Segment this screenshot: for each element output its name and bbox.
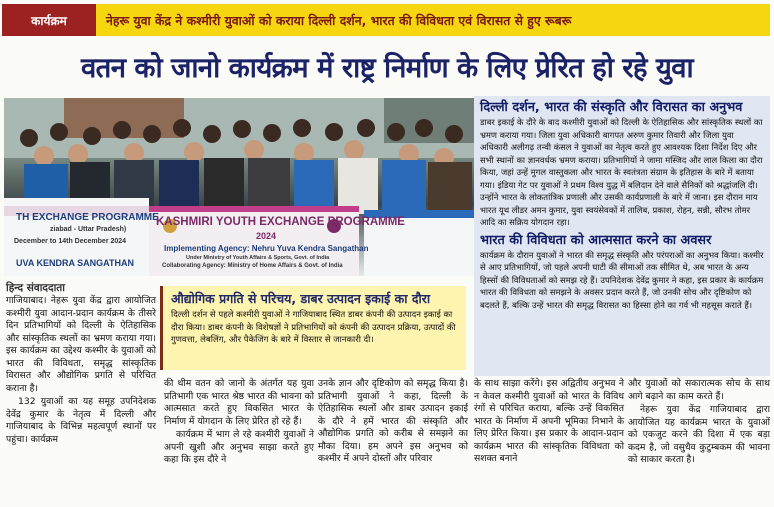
kicker-text: नेहरू युवा केंद्र ने कश्मीरी युवाओं को कराया दिल्ली दर्शन, भारत की विविधता एवं विरासत से हुए रूबरू [106,12,572,28]
article-paragraph: 132 युवाओं का यह समूह उपनिदेशक देवेंद्र कुमार के नेतृत्व में दिल्ली और गाजियाबाद के विभिन्न महत्वपूर्ण स्थानों पर पहुंचा। कार्यक्रम [6,396,156,445]
banner-center-collab: Collaborating Agency: Ministry of Home Affairs & Govt. of India [162,263,343,269]
article-column-2 [164,378,314,468]
page-headline: वतन को जानो कार्यक्रम में राष्ट्र निर्माण के लिए प्रेरित हो रहे युवा [80,51,694,84]
byline: हिन्द संवाददाता [6,282,66,294]
kicker-bar [2,4,770,36]
banner-left-dates: December to 14th December 2024 [14,238,127,245]
article-paragraph: नेहरू युवा केंद्र गाजियाबाद द्वारा आयोजित यह कार्यक्रम भारत के युवाओं को एकजुट करने की दिशा में एक बड़ा कदम है, जो वसुधैव कुटुम्बकम की भावना को साकार करता है। [628,404,770,465]
article-column-4 [474,378,624,467]
section-tag: कार्यक्रम [2,4,96,36]
article-column-1 [6,295,156,447]
article-paragraph: कार्यक्रम में भाग ले रहे कश्मीरी युवाओं ने अपनी खुशी और अनुभव साझा करते हुए कहा कि इस दौरे ने [164,429,314,465]
highlight-box-title: औद्योगिक प्रगति से परिचय, डाबर उत्पादन इकाई का दौरा [171,291,431,306]
article-paragraph: की थीम वतन को जानो के अंतर्गत यह युवा प्रतिभागी एक भारत श्रेष्ठ भारत की भावना को आत्मसात करते हुए विकसित भारत के निर्माण में योगदान के लिए प्रेरित हो रहे हैं। [164,378,314,427]
article-paragraph: और युवाओं को सकारात्मक सोच के साथ आगे बढ़ाने का काम करते हैं। [628,378,770,402]
side-section-2-title: भारत की विविधता को आत्मसात करने का अवसर [480,232,712,248]
side-section-1-title: दिल्ली दर्शन, भारत की संस्कृति और विरासत का अनुभव [480,100,743,115]
article-paragraph: के साथ साझा करेंगे। इस अद्वितीय अनुभव ने न केवल कश्मीरी युवाओं को भारत के विविध रंगों से परिचित कराया, बल्कि उन्हें विकसित भारत के निर्माण में अपनी भूमिका निभाने के लिए प्रेरित किया। इस प्रकार के आदान-प्रदान कार्यक्रम भारत की सांस्कृतिक विविधता को सशक्त बनाने [474,378,624,464]
banner-left-title: TH EXCHANGE PROGRAMME [16,212,159,223]
news-photo [4,98,474,276]
side-section-2-body: कार्यक्रम के दौरान युवाओं ने भारत की समृद्ध संस्कृति और परंपराओं का अनुभव किया। कश्मीर से आए प्रतिभागियों, जो पहले अपनी घाटी की सीमाओं तक सीमित थे, अब भारत के अन्य हिस्सों की विविधताओं को समझ रहे हैं। उपनिदेशक देवेंद्र कुमार ने कहा, इस प्रकार के कार्यक्रम भारत की विविधता को समझने के अवसर प्रदान करते हैं, जो उनकी सोच और दृष्टिकोण को बदलते हैं, बल्कि उन्हें भारत की समृद्ध विरासत का हिस्सा होने का गर्व भी महसूस कराते हैं। [480,249,764,310]
banner-center-year: 2024 [256,231,277,241]
article-paragraph: उनके ज्ञान और दृष्टिकोण को समृद्ध किया है। प्रतिभागी युवाओं ने कहा, दिल्ली के ऐतिहासिक स्थलों और डाबर उत्पादन इकाई के दौरे ने हमें भारत की संस्कृति और औद्योगिक प्रगति को करीब से समझने का मौका दिया। हम अपने इस अनुभव को कश्मीर में अपने दोस्तों और परिवार [318,378,468,464]
highlight-box-body: दिल्ली दर्शन से पहले कश्मीरी युवाओं ने गाजियाबाद स्थित डाबर कंपनी की उत्पादन इकाई का दौरा किया। डाबर कंपनी के विशेषज्ञों ने प्रतिभागियों को कंपनी की उत्पादन प्रक्रिया, उत्पादों की गुणवत्ता, लेबलिंग, और पैकेजिंग के बारे में विस्तार से जानकारी दी। [171,310,456,346]
banner-center-agency: Implementing Agency: Nehru Yuva Kendra Sangathan [164,244,369,253]
highlight-box [160,286,466,370]
side-panel [474,96,770,376]
banner-center-title: KASHMIRI YOUTH EXCHANGE PROGRAMME [156,216,405,228]
banner-center-sub: Under Ministry of Youth Affairs & Sports, Govt. of India [186,255,330,261]
article-column-3 [318,378,468,467]
article-paragraph: गाजियाबाद। नेहरू युवा केंद्र द्वारा आयोजित कश्मीरी युवा आदान-प्रदान कार्यक्रम के तीसरे दिन प्रतिभागियों को दिल्ली के ऐतिहासिक और सांस्कृतिक स्थलों का भ्रमण कराया गया। इस कार्यक्रम का उद्देश्य कश्मीर के युवाओं को भारत की विविधता, समृद्ध सांस्कृतिक विरासत और औद्योगिक प्रगति से परिचित कराना है। [6,295,156,394]
banner-left-subtitle: ziabad - Uttar Pradesh) [50,226,127,233]
banner-left-org: UVA KENDRA SANGATHAN [16,258,134,268]
side-section-1-body: डाबर इकाई के दौरे के बाद कश्मीरी युवाओं को दिल्ली के ऐतिहासिक और सांस्कृतिक स्थलों का भ्रमण कराया गया। जिला युवा अधिकारी बागपत अरुण कुमार तिवारी और जिला युवा अधिकारी अलीगढ़ तन्वी कंसल ने युवाओं का नेतृत्व करते हुए आवश्यक दिशा निर्देश दिए और सभी स्थानों का ज्ञानवर्धक भ्रमण कराया। प्रतिभागियों ने जामा मस्जिद और लाल किला का दौरा किया, जहां उन्हें मुगल वास्तुकला और भारत के स्वतंत्रता संग्राम के इतिहास के बारे में बताया गया। इंडिया गेट पर युवाओं ने प्रथम विश्व युद्ध में बलिदान देने वाले सैनिकों को श्रद्धांजलि दी। उन्होंने भारत के लोकतांत्रिक प्रणाली और उसकी कार्यप्रणाली के बारे में जाना। इस दौरान माय भारत यूथ लीडर अमन कुमार, युवा स्वयंसेवकों में तालिब, प्रकाश, रोहन, सन्नी, सौरभ तोमर आदि का सक्रिय योगदान रहा। [480,117,763,227]
article-column-5 [628,378,770,468]
